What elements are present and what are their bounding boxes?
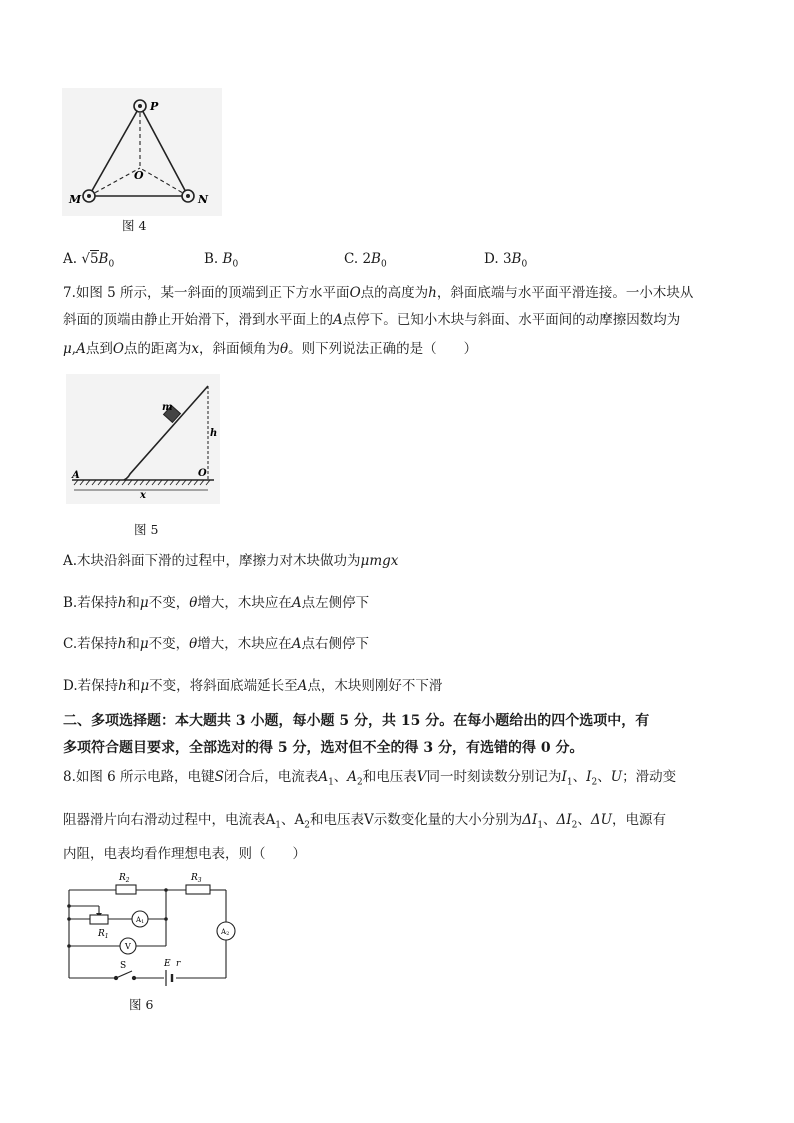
label-M: M [69, 193, 82, 206]
question-7-line-1: 7.如图 5 所示，某一斜面的顶端到正下方水平面O点的高度为h，斜面底端与水平面平滑连接。一小木块从 [63, 285, 694, 301]
resistor-R3 [186, 885, 210, 894]
label-r: r [176, 959, 181, 969]
rheostat-R1 [90, 915, 108, 924]
question-7-line-3: μ,A点到O点的距离为x，斜面倾角为θ。则下列说法正确的是（ ） [63, 341, 478, 357]
figure-6-circuit [64, 866, 240, 988]
label-h: h [210, 428, 218, 439]
sqrt-symbol-icon: √ [81, 251, 90, 267]
option-7C: C.若保持h和μ不变，θ增大，木块应在A点右侧停下 [63, 636, 370, 652]
figure-4-caption: 图 4 [122, 218, 147, 233]
question-8-line-2: 阻器滑片向右滑动过程中，电流表$A_1$、$A_2$和电压表V示数变化量的大小分别为$\Delta I_1$、$\Delta I_2$、ΔU，电源有 [63, 812, 667, 831]
figure-4-diagram [62, 88, 222, 216]
option-6B: B. $B_0$ [204, 251, 239, 270]
label-N: N [198, 193, 209, 206]
label-R1: $R_1$ [98, 929, 109, 940]
label-P: P [150, 100, 159, 113]
wire-N-icon [182, 190, 194, 202]
label-x: x [140, 490, 146, 501]
option-6A: A. $√5B_0$ [63, 251, 115, 270]
question-8-line-3: 内阻，电表均看作理想电表，则（ ） [63, 846, 306, 862]
figure-6-caption: 图 6 [129, 997, 154, 1012]
figure-5-diagram [66, 374, 220, 504]
option-6D: D. $3B_0$ [484, 251, 528, 270]
label-A1: A1 [136, 916, 145, 925]
figure-5-caption: 图 5 [134, 522, 159, 537]
option-7A: A.木块沿斜面下滑的过程中，摩擦力对木块做功为μmgx [63, 553, 399, 569]
question-8-line-1: 8.如图 6 所示电路，电键S闭合后，电流表$A_1$、$A_2$和电压表V同一时刻读数分别记为$I_1$、$I_2$、U；滑动变 [63, 769, 677, 788]
junction-dots [67, 888, 168, 948]
label-S: S [120, 961, 127, 971]
label-V: V [125, 942, 131, 951]
label-R2: $R_2$ [119, 873, 130, 884]
label-O: O [134, 169, 144, 182]
option-7D: D.若保持h和μ不变，将斜面底端延长至A点，木块则刚好不下滑 [63, 678, 443, 694]
option-6C: C. $2B_0$ [344, 251, 387, 270]
wire-P-icon [134, 100, 146, 112]
section-2-heading-line-2: 多项符合题目要求，全部选对的得 5 分，选对但不全的得 3 分，有选错的得 0 分。 [63, 740, 584, 756]
wire-M-icon [83, 190, 95, 202]
label-m: m [162, 402, 173, 413]
label-R3: $R_3$ [191, 873, 202, 884]
question-7-line-2: 斜面的顶端由静止开始滑下，滑到水平面上的A点停下。已知小木块与斜面、水平面间的动摩擦因数均为 [63, 312, 681, 328]
resistor-R2 [116, 885, 136, 894]
label-A: A [72, 470, 80, 481]
label-A2: A2 [221, 928, 230, 937]
battery-E-icon [166, 970, 172, 986]
option-7B: B.若保持h和μ不变，θ增大，木块应在A点左侧停下 [63, 595, 370, 611]
section-2-heading-line-1: 二、多项选择题：本大题共 3 小题，每小题 5 分，共 15 分。在每小题给出的四个选项中，有 [63, 713, 650, 729]
switch-S-icon [114, 971, 135, 980]
label-O: O [198, 468, 207, 479]
label-E: E [164, 959, 171, 969]
